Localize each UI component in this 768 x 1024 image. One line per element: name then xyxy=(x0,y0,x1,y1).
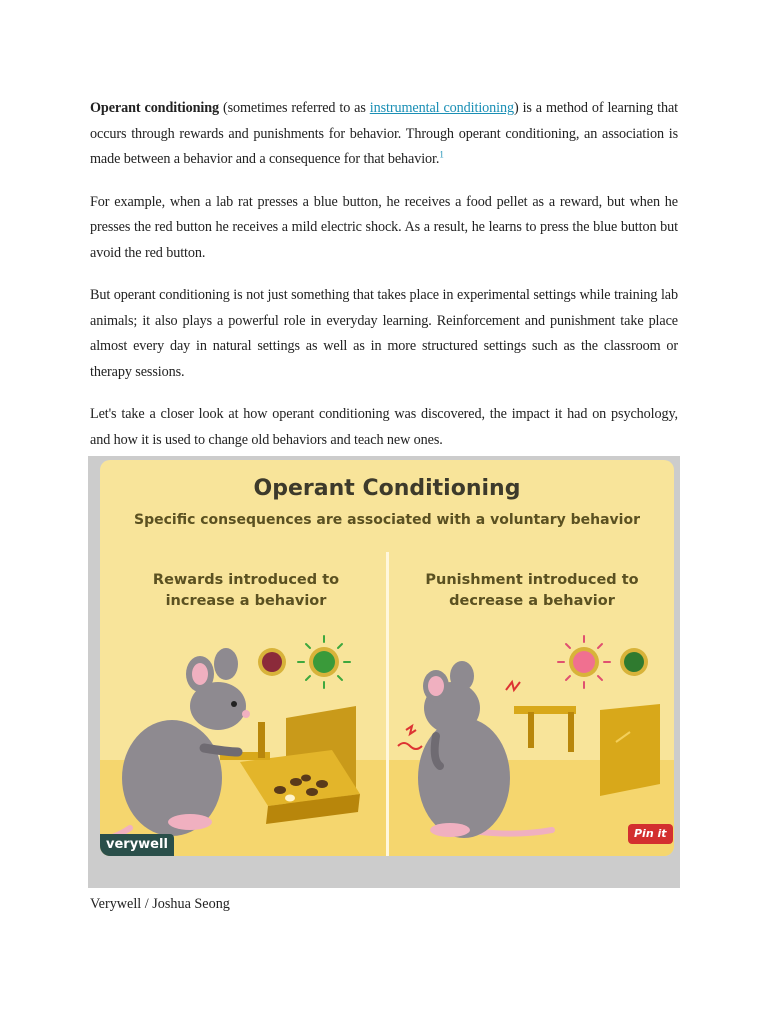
instrumental-conditioning-link[interactable]: instrumental conditioning xyxy=(369,100,514,116)
red-button-icon xyxy=(573,651,595,673)
punishment-label: Punishment introduced to decrease a behavior xyxy=(425,572,639,609)
figure xyxy=(88,456,680,888)
paragraph-4: Let's take a closer look at how operant conditioning was discovered, the impact it had on psychology, and how it is used to change old behaviors and teach new ones. xyxy=(90,406,678,448)
rewards-label: Rewards introduced to increase a behavior xyxy=(152,572,340,609)
green-button-icon xyxy=(624,652,644,672)
lever-post-icon xyxy=(528,712,534,748)
pin-it-button[interactable]: Pin it xyxy=(628,824,673,844)
paragraph-1-text-b: ) is a method of learning that occurs through rewards and punishments for behavior. Through operant conditioning, an association is made between a behavior and a consequence for that behavior. xyxy=(90,100,678,167)
infographic-title: Operant Conditioning xyxy=(253,476,521,501)
red-button-icon xyxy=(262,652,282,672)
green-button-icon xyxy=(313,651,335,673)
footnote-reference[interactable]: 1 xyxy=(439,149,444,160)
operant-conditioning-infographic xyxy=(100,460,674,856)
food-pellet-light-icon xyxy=(285,795,295,802)
paragraph-1-text-a: (sometimes referred to as xyxy=(218,100,370,116)
infographic-subtitle: Specific consequences are associated with a voluntary behavior xyxy=(134,512,640,528)
feeder-plate-icon xyxy=(600,704,660,796)
paragraph-1 xyxy=(90,96,678,173)
paragraph-2: For example, when a lab rat presses a blue button, he receives a food pellet as a reward, but when he presses the red button he receives a mild electric shock. As a result, he learns to press the blue button but avoid the red button. xyxy=(90,193,678,261)
verywell-logo: verywell xyxy=(100,834,174,856)
lever-post-icon xyxy=(258,722,265,758)
panel-divider xyxy=(386,552,389,856)
paragraph-3: But operant conditioning is not just something that takes place in experimental settings while training lab animals; it also plays a powerful role in everyday learning. Reinforcement and punishment take place almost every day in natural settings as well as in more structured settings such as the classroom or therapy sessions. xyxy=(90,287,678,380)
lever-icon xyxy=(514,706,576,714)
shock-zigzag-icon xyxy=(406,726,416,734)
article-body xyxy=(90,96,678,470)
lever-post-icon xyxy=(568,712,574,752)
figure-caption: Verywell / Joshua Seong xyxy=(90,896,230,912)
term-operant-conditioning: Operant conditioning xyxy=(90,100,219,116)
shock-wave-icon xyxy=(398,743,422,749)
shock-zigzag-icon xyxy=(506,682,520,690)
